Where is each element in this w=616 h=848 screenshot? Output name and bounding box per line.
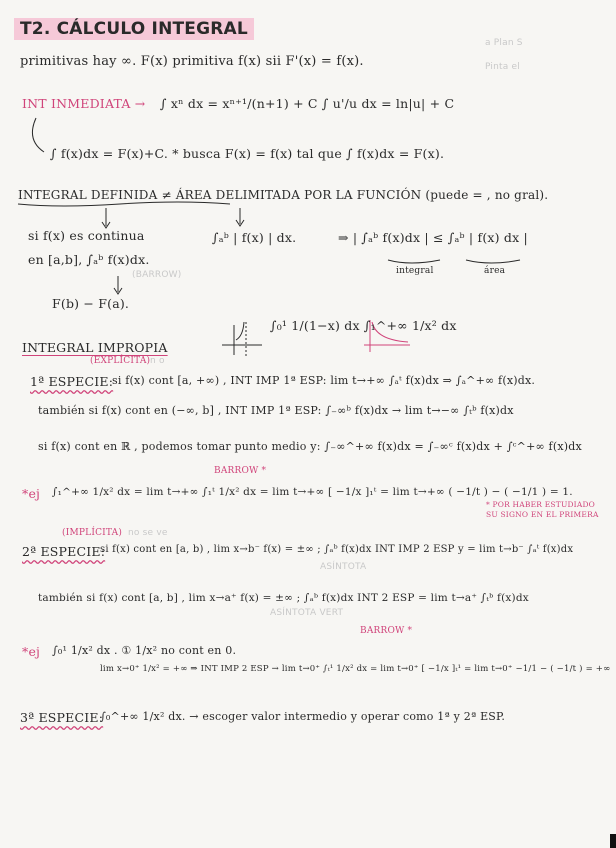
brace-area: [466, 260, 520, 263]
line-barrow-result: F(b) − F(a).: [52, 296, 130, 311]
formula-inmediata: ∫ xⁿ dx = xⁿ⁺¹/(n+1) + C ∫ u'/u dx = ln|u| + C: [160, 96, 455, 111]
graph-sketch-1: [222, 322, 262, 356]
faint-note-2: no se ve: [128, 528, 168, 538]
label-barrow-2: BARROW *: [360, 626, 413, 636]
faint-note-1: n o: [150, 356, 165, 366]
faint-barrow: (BARROW): [132, 270, 182, 280]
line-si-continua: si f(x) es continua: [28, 228, 145, 243]
heading-integral-definida: INTEGRAL DEFINIDA ≠ ÁREA DELIMITADA POR LA FUNCIÓN (puede = , no gral).: [18, 188, 549, 202]
label-ej-2: *ej: [22, 644, 41, 659]
example-1: ∫₁^+∞ 1/x² dx = lim t→+∞ ∫₁ᵗ 1/x² dx = lim t→+∞ [ −1/x ]₁ᵗ = lim t→+∞ ( −1/t ) − ( −1/1 ) = 1.: [52, 486, 573, 498]
page-title: T2. CÁLCULO INTEGRAL: [14, 18, 254, 40]
arrow-down-2: [236, 208, 244, 226]
line-tercera-especie: ∫₀^+∞ 1/x² dx. → escoger valor intermedio y operar como 1ª y 2ª ESP.: [100, 710, 506, 723]
faint-corner-text: a Plan S: [485, 38, 523, 48]
line-en-ab: en [a,b], ∫ₐᵇ f(x)dx.: [28, 252, 150, 267]
arrow-down-1: [102, 208, 110, 228]
formula-abs-integral: ∫ₐᵇ | f(x) | dx.: [212, 230, 297, 245]
heading-integral-impropia: INTEGRAL IMPROPIA: [22, 340, 168, 355]
note-estudiado-1: * POR HABER ESTUDIADO: [486, 500, 596, 509]
label-barrow-1: BARROW *: [214, 466, 267, 476]
label-ej-1: *ej: [22, 486, 41, 501]
formula-inequality: ⇒ | ∫ₐᵇ f(x)dx | ≤ ∫ₐᵇ | f(x) dx |: [338, 230, 528, 245]
underline-integral-definida: [18, 202, 230, 206]
line-punto-medio: si f(x) cont en ℝ , podemos tomar punto medio y: ∫₋∞^+∞ f(x)dx = ∫₋∞ᶜ f(x)dx + ∫ᶜ^+∞ f(x)dx: [38, 440, 582, 453]
label-explicita: (EXPLÍCITA): [90, 356, 151, 366]
label-tercera-especie: 3ª ESPECIE:: [20, 710, 104, 725]
label-area: área: [484, 266, 506, 276]
label-int-inmediata: INT INMEDIATA →: [22, 96, 146, 111]
example-2-part-a: ∫₀¹ 1/x² dx . ① 1/x² no cont en 0.: [52, 644, 237, 657]
example-2-part-b: lim x→0⁺ 1/x² = +∞ ⇒ INT IMP 2 ESP → lim t→0⁺ ∫ₜ¹ 1/x² dx = lim t→0⁺ [ −1/x ]ₜ¹ = lim t→0⁺ −1/1 − ( −1/t ) = +∞: [100, 664, 611, 674]
examples-impropia: ∫₀¹ 1/(1−x) dx ∫₁^+∞ 1/x² dx: [270, 318, 457, 333]
faint-corner-text-2: Pinta el: [485, 62, 520, 72]
line-primera-especie: si f(x) cont [a, +∞) , INT IMP 1ª ESP: lim t→+∞ ∫ₐᵗ f(x)dx ⇒ ∫ₐ^+∞ f(x)dx.: [112, 374, 536, 387]
line-busca: ∫ f(x)dx = F(x)+C. * busca F(x) = f(x) tal que ∫ f(x)dx = F(x).: [50, 146, 445, 161]
label-implicita: (IMPLÍCITA): [62, 528, 123, 538]
line-tambien-1: también si f(x) cont en (−∞, b] , INT IMP 1ª ESP: ∫₋∞ᵇ f(x)dx → lim t→−∞ ∫ₜᵇ f(x)dx: [38, 404, 514, 417]
label-integral: integral: [396, 266, 434, 276]
arrow-curve-1: [32, 118, 44, 152]
label-segunda-especie: 2ª ESPECIE:: [22, 544, 106, 559]
line-segunda-especie: si f(x) cont en [a, b) , lim x→b⁻ f(x) = ±∞ ; ∫ₐᵇ f(x)dx INT IMP 2 ESP y = lim t→b⁻ ∫ₐᵗ f(x)dx: [100, 544, 574, 555]
arrow-down-3: [114, 276, 122, 294]
line-tambien-2: también si f(x) cont [a, b] , lim x→a⁺ f(x) = ±∞ ; ∫ₐᵇ f(x)dx INT 2 ESP = lim t→a⁺ ∫ₜᵇ f(x)dx: [38, 592, 529, 604]
note-estudiado-2: SU SIGNO EN EL PRIMERA: [486, 510, 599, 519]
faint-asintota: ASÍNTOTA: [320, 562, 367, 572]
line-primitivas: primitivas hay ∞. F(x) primitiva f(x) sii F'(x) = f(x).: [20, 54, 364, 69]
label-primera-especie: 1ª ESPECIE:: [30, 374, 114, 389]
corner-mark: [610, 834, 616, 848]
brace-integral: [388, 260, 440, 263]
faint-asintota-vert: ASÍNTOTA VERT: [270, 608, 344, 618]
